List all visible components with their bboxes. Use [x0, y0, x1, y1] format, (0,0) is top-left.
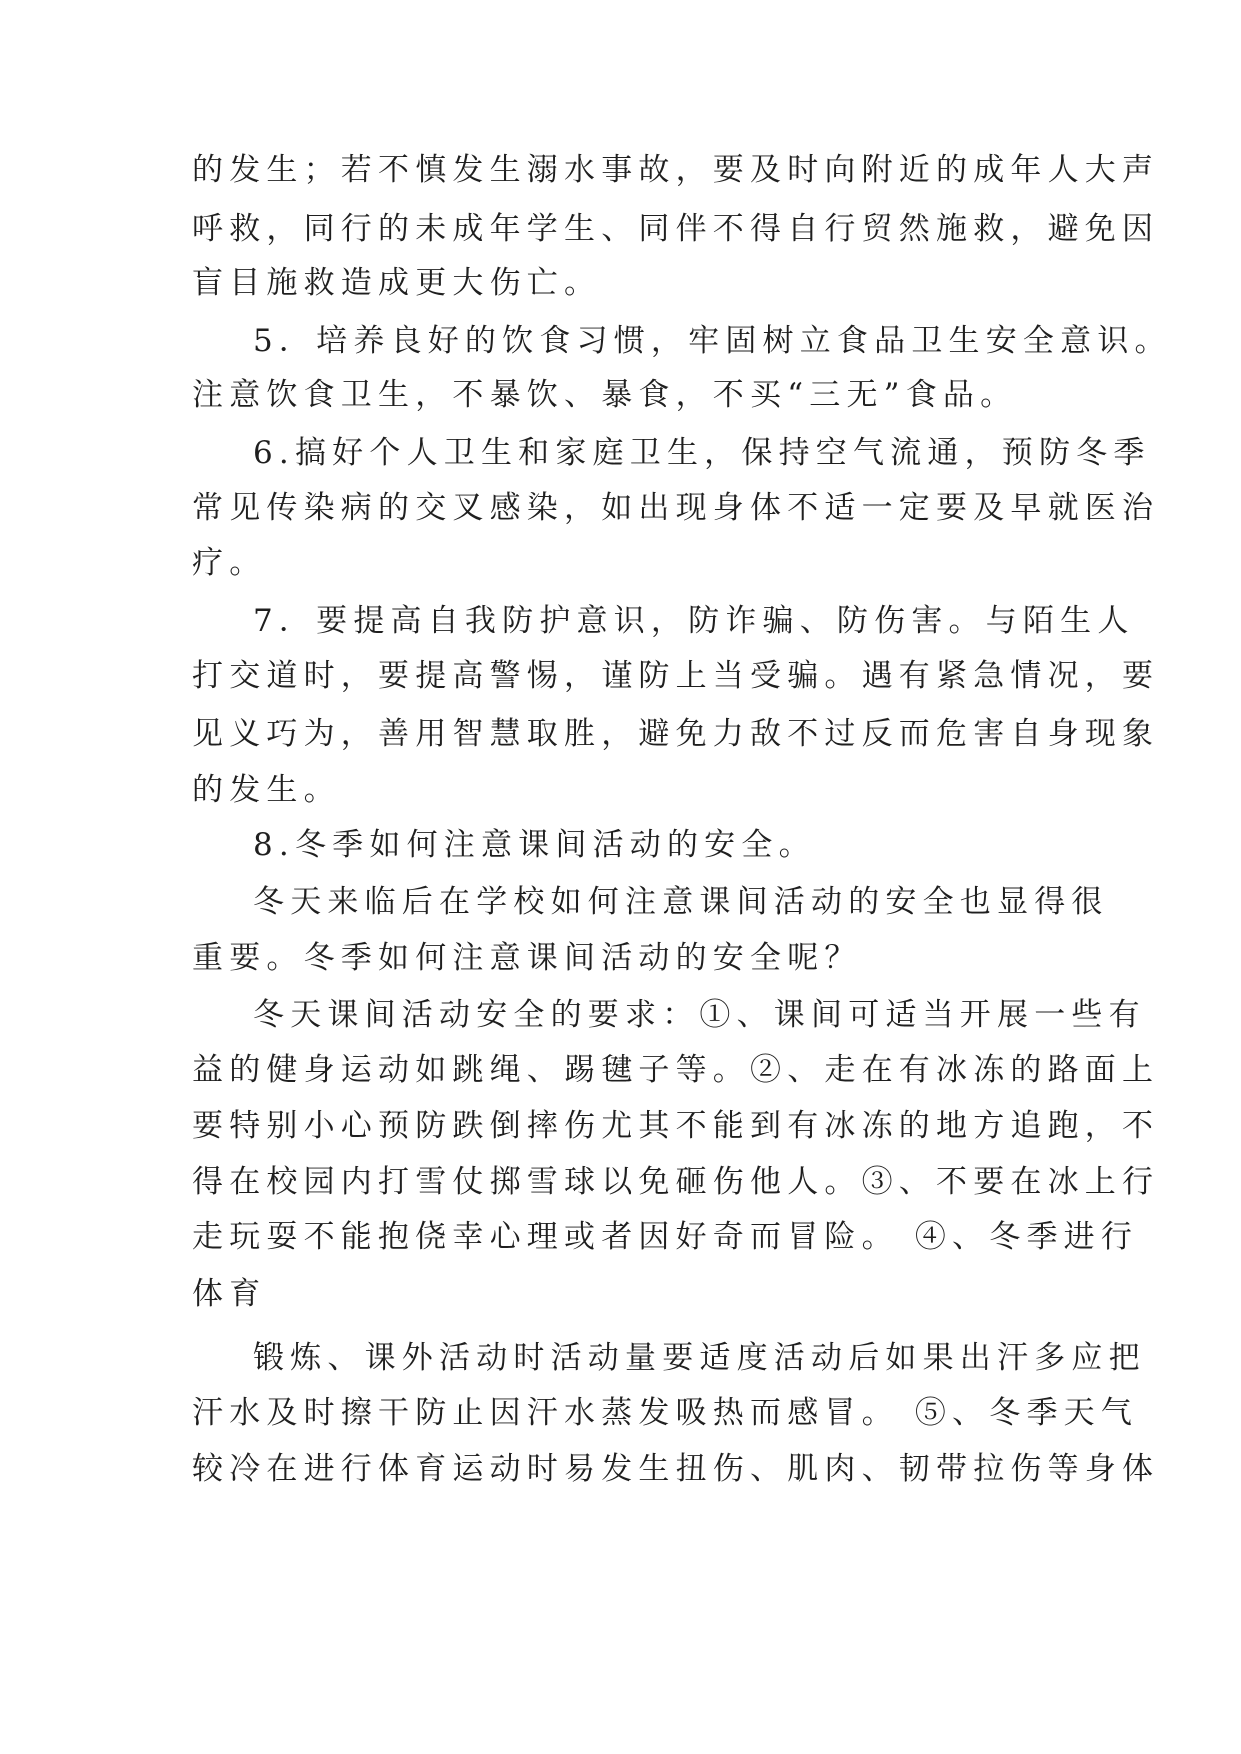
text-line: 的发生。 [192, 772, 341, 808]
text-line: 冬天来临后在学校如何注意课间活动的安全也显得很 [253, 884, 1109, 920]
text-line: 5．培养良好的饮食习惯，牢固树立食品卫生安全意识。 [253, 323, 1172, 359]
text-line: 较冷在进行体育运动时易发生扭伤、肌肉、韧带拉伤等身体 [192, 1451, 1160, 1487]
text-line: 益的健身运动如跳绳、踢毽子等。②、走在有冰冻的路面上 [192, 1052, 1160, 1088]
text-line: 见义巧为，善用智慧取胜，避免力敌不过反而危害自身现象 [192, 716, 1160, 752]
text-line: 8.冬季如何注意课间活动的安全。 [253, 827, 816, 863]
text-line: 走玩耍不能抱侥幸心理或者因好奇而冒险。 ④、冬季进行 [192, 1219, 1139, 1255]
text-line: 汗水及时擦干防止因汗水蒸发吸热而感冒。 ⑤、冬季天气 [192, 1395, 1139, 1431]
text-line: 疗。 [192, 545, 267, 581]
text-line: 注意饮食卫生，不暴饮、暴食，不买“三无”食品。 [192, 377, 1018, 413]
text-line: 重要。冬季如何注意课间活动的安全呢？ [192, 940, 862, 976]
text-line: 呼救，同行的未成年学生、同伴不得自行贸然施救，避免因 [192, 211, 1160, 247]
text-line: 打交道时，要提高警惕，谨防上当受骗。遇有紧急情况，要 [192, 658, 1160, 694]
text-line: 得在校园内打雪仗掷雪球以免砸伤他人。③、不要在冰上行 [192, 1164, 1160, 1200]
text-line: 7．要提高自我防护意识，防诈骗、防伤害。与陌生人 [253, 603, 1135, 639]
text-line: 体育 [192, 1276, 267, 1312]
text-line: 常见传染病的交叉感染，如出现身体不适一定要及早就医治 [192, 490, 1160, 526]
text-line: 的发生；若不慎发生溺水事故，要及时向附近的成年人大声 [192, 152, 1160, 188]
text-line: 盲目施救造成更大伤亡。 [192, 265, 602, 301]
text-line: 冬天课间活动安全的要求：①、课间可适当开展一些有 [253, 997, 1146, 1033]
text-line: 锻炼、课外活动时活动量要适度活动后如果出汗多应把 [253, 1340, 1146, 1376]
text-line: 6.搞好个人卫生和家庭卫生，保持空气流通，预防冬季 [253, 435, 1151, 471]
text-line: 要特别小心预防跌倒摔伤尤其不能到有冰冻的地方追跑，不 [192, 1108, 1160, 1144]
